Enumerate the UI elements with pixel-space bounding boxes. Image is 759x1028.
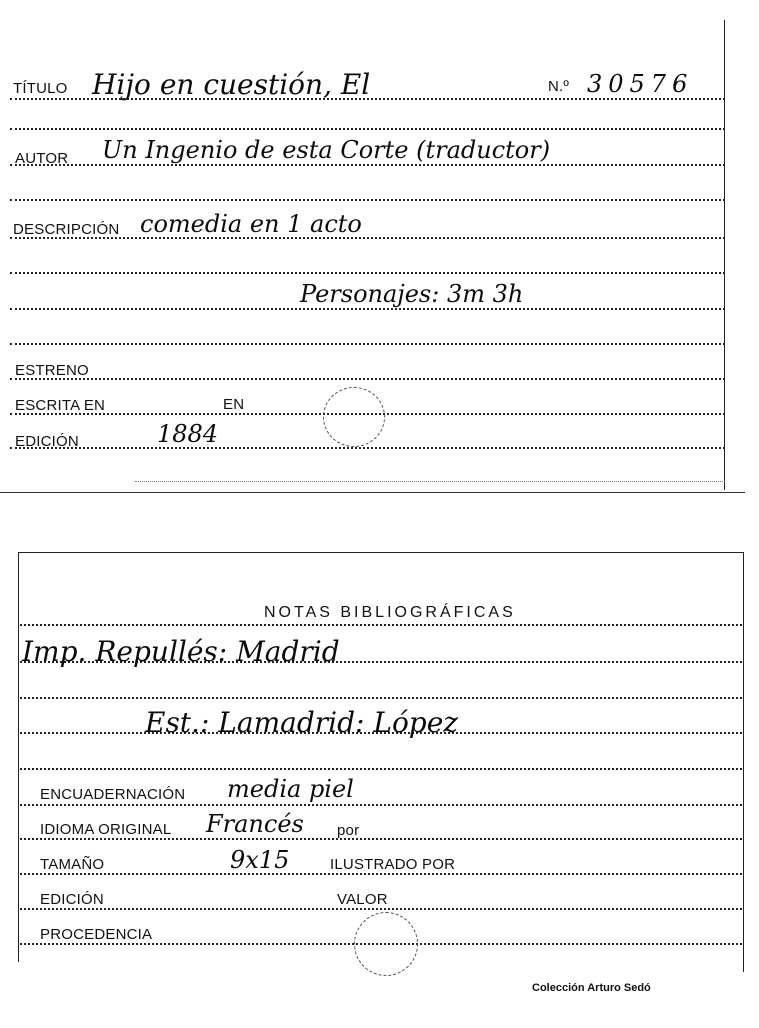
tamano-label: TAMAÑO — [40, 856, 105, 873]
rule-line — [20, 624, 742, 626]
descripcion-value: comedia en 1 acto — [140, 210, 362, 238]
rule-line — [20, 804, 742, 806]
en-label: EN — [223, 396, 245, 413]
numero-label: N.º — [548, 78, 570, 95]
bottom-card-left-border — [18, 552, 19, 962]
rule-line — [10, 343, 725, 345]
encuadernacion-value: media piel — [227, 775, 354, 803]
valor-label: VALOR — [337, 891, 388, 908]
numero-value: 30576 — [587, 70, 694, 98]
idioma-label: IDIOMA ORIGINAL — [40, 821, 172, 838]
rule-line — [20, 873, 742, 875]
autor-value: Un Ingenio de esta Corte (traductor) — [102, 136, 551, 164]
top-card-separator — [0, 492, 745, 493]
rule-line — [20, 697, 742, 699]
rule-line — [20, 768, 742, 770]
autor-label: AUTOR — [15, 150, 69, 167]
escrita-en-label: ESCRITA EN — [15, 397, 106, 414]
rule-line — [10, 128, 725, 130]
titulo-value: Hijo en cuestión, El — [92, 68, 371, 101]
personajes-value: Personajes: 3m 3h — [300, 280, 524, 308]
estreno-label: ESTRENO — [15, 362, 89, 379]
por-label: por — [337, 822, 360, 839]
rule-line — [135, 481, 725, 482]
edicion-value: 1884 — [157, 420, 219, 448]
rule-line — [10, 164, 725, 166]
punch-hole — [354, 912, 418, 976]
procedencia-label: PROCEDENCIA — [40, 926, 153, 943]
rule-line — [20, 838, 742, 840]
bottom-card-top-border — [18, 552, 744, 553]
rule-line — [10, 272, 725, 274]
punch-hole — [323, 387, 385, 447]
encuadernacion-label: ENCUADERNACIÓN — [40, 786, 186, 803]
bottom-card-right-border — [743, 552, 744, 972]
ilustrado-label: ILUSTRADO POR — [330, 856, 456, 873]
nota-line-1: Imp. Repullés: Madrid — [22, 635, 340, 668]
edicion-label-bottom: EDICIÓN — [40, 891, 104, 908]
idioma-value: Francés — [206, 810, 304, 838]
notas-title: NOTAS BIBLIOGRÁFICAS — [264, 604, 516, 621]
rule-line — [10, 199, 725, 201]
top-card-right-border — [724, 20, 725, 490]
rule-line — [10, 447, 725, 449]
edicion-label: EDICIÓN — [15, 433, 79, 450]
tamano-value: 9x15 — [230, 846, 290, 874]
rule-line — [20, 908, 742, 910]
descripcion-label: DESCRIPCIÓN — [13, 221, 120, 238]
rule-line — [10, 308, 725, 310]
collection-footer: Colección Arturo Sedó — [532, 982, 651, 994]
rule-line — [10, 378, 725, 380]
nota-line-2: Est.: Lamadrid: López — [145, 706, 459, 739]
titulo-label: TÍTULO — [13, 80, 68, 97]
